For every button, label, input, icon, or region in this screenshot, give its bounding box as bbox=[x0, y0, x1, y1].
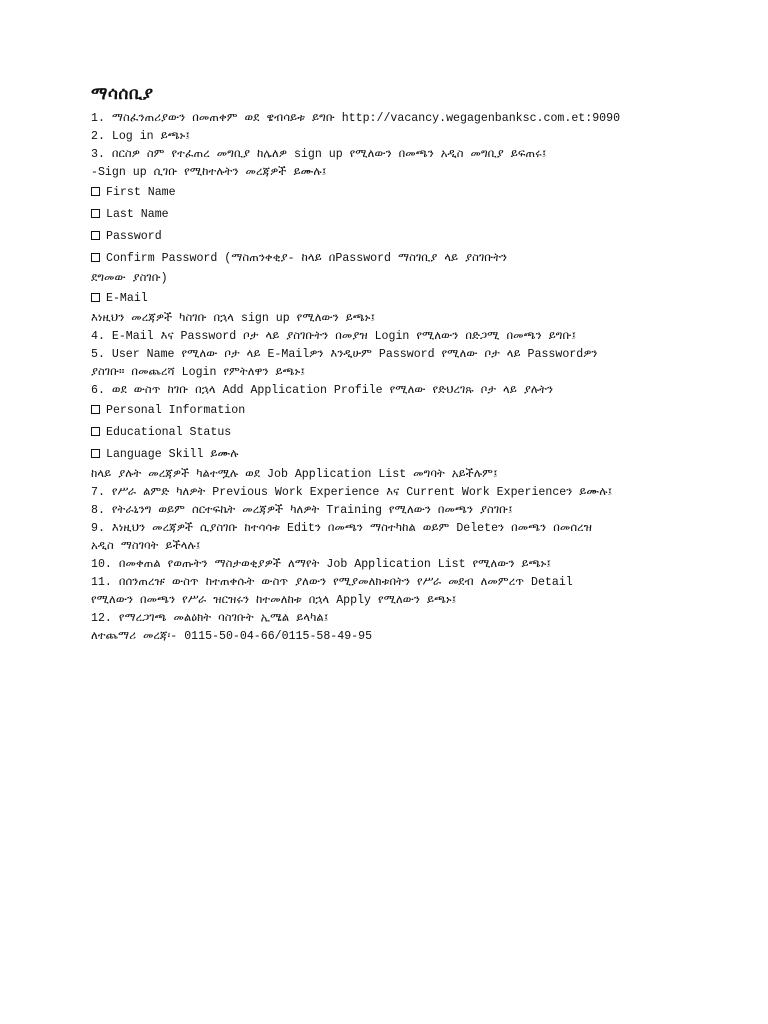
instruction-list bbox=[91, 110, 731, 646]
checklist-item bbox=[91, 226, 731, 248]
instruction-text: -Sign up ሲገቡ የሚከተሉትን መረጃዎች ይሙሉ፤ bbox=[91, 166, 327, 179]
checklist-item bbox=[91, 288, 731, 310]
instruction-text: ለተጨማሪ መረጃ፡- 0115-50-04-66/0115-58-49-95 bbox=[91, 630, 373, 643]
checklist-item-text: Language Skill ይሙሉ bbox=[106, 448, 239, 461]
instruction-text: 7. የሥራ ልምድ ካለዎት Previous Work Experience እና Current Work Experienceን ይሙሉ፤ bbox=[91, 486, 613, 499]
instruction-line bbox=[91, 502, 731, 520]
document-body bbox=[91, 84, 731, 646]
checklist-item bbox=[91, 400, 731, 422]
checklist-item-text: Last Name bbox=[106, 208, 169, 221]
checklist-item bbox=[91, 422, 731, 444]
instruction-text: 8. የትራኒንግ ወይም ሰርተፍኬት መረጃዎች ካለዎት Training የሚለውን በመጫን ያስገቡ፤ bbox=[91, 504, 513, 517]
instruction-line bbox=[91, 270, 731, 288]
instruction-line bbox=[91, 310, 731, 328]
instruction-text: 3. በርስዎ ስም የተፈጠረ መግቢያ ከሌለዎ sign up የሚለውን በመጫን አዲስ መግቢያ ይፍጠሩ፤ bbox=[91, 148, 547, 161]
checkbox-icon bbox=[91, 187, 100, 196]
checklist-item-text: Password bbox=[106, 230, 162, 243]
instruction-text: 6. ወደ ውስጥ ከገቡ በኋላ Add Application Profile የሚለው የድህረገጹ ቦታ ላይ ያሉትን bbox=[91, 384, 554, 397]
instruction-line bbox=[91, 128, 731, 146]
instruction-text: 2. Log in ይጫኑ፤ bbox=[91, 130, 191, 143]
instruction-text: ከላይ ያሉት መረጃዎች ካልተሟሉ ወደ Job Application List መግባት አይችሉም፤ bbox=[91, 468, 498, 481]
instruction-line bbox=[91, 382, 731, 400]
instruction-line bbox=[91, 538, 731, 556]
checkbox-icon bbox=[91, 253, 100, 262]
instruction-text: 10. በመቀጠል የወጡትን ማስታወቂያዎች ለማየት Job Application List የሚለውን ይጫኑ፤ bbox=[91, 558, 551, 571]
checklist-item-text: Confirm Password (ማስጠንቀቂያ- ከላይ በPassword ማስገቢያ ላይ ያስገቡትን bbox=[106, 252, 508, 265]
instruction-line bbox=[91, 346, 731, 364]
checklist-item bbox=[91, 204, 731, 226]
instruction-text: ያስገቡ። በመጨረሻ Login የምትለዋን ይጫኑ፤ bbox=[91, 366, 305, 379]
checkbox-icon bbox=[91, 449, 100, 458]
checkbox-icon bbox=[91, 405, 100, 414]
checklist-item bbox=[91, 248, 731, 270]
instruction-line bbox=[91, 574, 731, 592]
instruction-line bbox=[91, 364, 731, 382]
checklist-item-text: First Name bbox=[106, 186, 176, 199]
instruction-text: 4. E-Mail እና Password ቦታ ላይ ያስገቡትን በመያዝ Login የሚለውን በድጋሚ በመጫን ይግቡ፤ bbox=[91, 330, 577, 343]
instruction-line bbox=[91, 556, 731, 574]
instruction-line bbox=[91, 328, 731, 346]
instruction-text: የሚለውን በመጫን የሥራ ዝርዝሩን ከተመለከቱ በኋላ Apply የሚለውን ይጫኑ፤ bbox=[91, 594, 457, 607]
instruction-text: አዲስ ማስገባት ይችላሉ፤ bbox=[91, 540, 201, 553]
instruction-text: ደግመው ያስገቡ) bbox=[91, 272, 168, 285]
checklist-item-text: Educational Status bbox=[106, 426, 232, 439]
instruction-text: 12. የማረጋገጫ መልዕክት ባስገቡት ኢሜል ይላካል፤ bbox=[91, 612, 329, 625]
checklist-item bbox=[91, 182, 731, 204]
instruction-text: 9. እነዚህን መረጃዎች ሲያስገቡ ከተሳሳቱ Editን በመጫን ማስተካከል ወይም Deleteን በመጫን በመሰረዝ bbox=[91, 522, 592, 535]
checklist-item bbox=[91, 444, 731, 466]
checkbox-icon bbox=[91, 293, 100, 302]
instruction-line bbox=[91, 610, 731, 628]
instruction-text: 1. ማስፈንጠሪያውን በመጠቀም ወደ ዌብሳይቱ ይግቡ http://vacancy.wegagenbanksc.com.et:9090 bbox=[91, 112, 621, 125]
instruction-text: እነዚህን መረጃዎች ካስገቡ በኋላ sign up የሚለውን ይጫኑ፤ bbox=[91, 312, 376, 325]
instruction-line bbox=[91, 466, 731, 484]
document-title: ማሳሰቢያ bbox=[91, 84, 154, 103]
checkbox-icon bbox=[91, 427, 100, 436]
instruction-text: 5. User Name የሚለው ቦታ ላይ E-Mailዎን እንዲሁም Password የሚለው ቦታ ላይ Passwordዎን bbox=[91, 348, 598, 361]
instruction-text: 11. በሰንጠረዡ ውስጥ ከተጠቀሱት ውስጥ ያለውን የሚያመለክቱበትን የሥራ መደብ ለመምረጥ Detail bbox=[91, 576, 573, 589]
instruction-line bbox=[91, 164, 731, 182]
instruction-line bbox=[91, 146, 731, 164]
instruction-line bbox=[91, 628, 731, 646]
checkbox-icon bbox=[91, 209, 100, 218]
instruction-line bbox=[91, 592, 731, 610]
instruction-line bbox=[91, 520, 731, 538]
checkbox-icon bbox=[91, 231, 100, 240]
instruction-line bbox=[91, 110, 731, 128]
instruction-line bbox=[91, 484, 731, 502]
checklist-item-text: Personal Information bbox=[106, 404, 246, 417]
checklist-item-text: E-Mail bbox=[106, 292, 148, 305]
